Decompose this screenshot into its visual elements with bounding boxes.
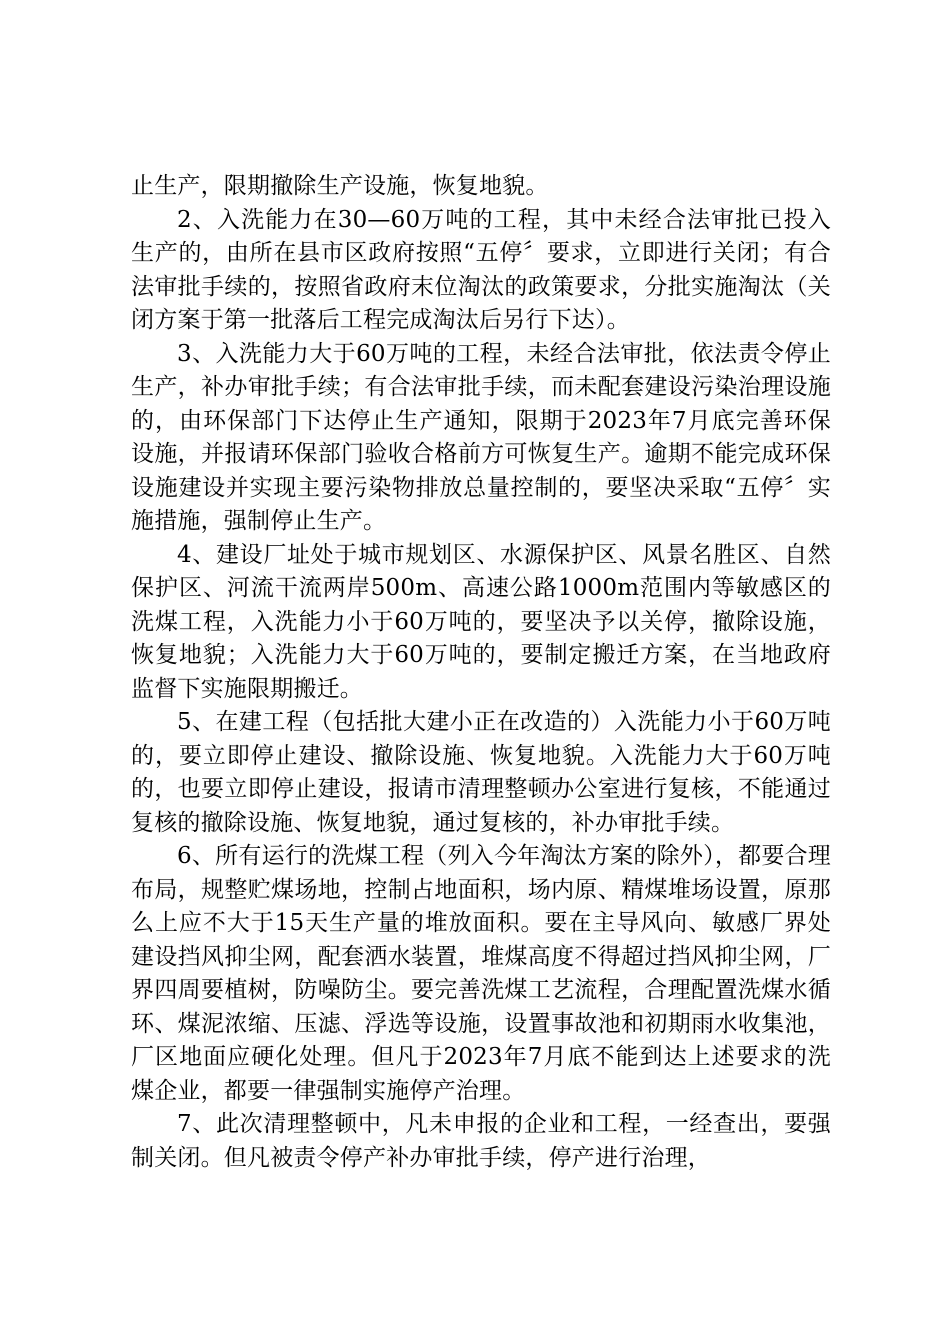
paragraph-item-4: 4、建设厂址处于城市规划区、水源保护区、风景名胜区、自然保护区、河流干流两岸500m、高速公路1000m范围内等敏感区的洗煤工程，入洗能力小于60万吨的，要坚决予以关停，撤除设施，恢复地貌；入洗能力大于60万吨的，要制定搬迁方案，在当地政府监督下实施限期搬迁。 — [131, 541, 831, 702]
paragraph-continuation: 止生产，限期撤除生产设施，恢复地貌。 — [131, 173, 549, 199]
paragraph-item-3: 3、入洗能力大于60万吨的工程，未经合法审批，依法责令停止生产，补办审批手续；有合法审批手续，而未配套建设污染治理设施的，由环保部门下达停止生产通知，限期于2023年7月底完善环保设施，并报请环保部门验收合格前方可恢复生产。逾期不能完成环保设施建设并实现主要污染物排放总量控制的，要坚决采取“五停〞实施措施，强制停止生产。 — [131, 340, 831, 534]
paragraph-item-7: 7、此次清理整顿中，凡未申报的企业和工程，一经查出，要强制关闭。但凡被责令停产补办审批手续，停产进行治理， — [131, 1111, 831, 1171]
paragraph-item-6: 6、所有运行的洗煤工程（列入今年淘汰方案的除外），都要合理布局，规整贮煤场地，控制占地面积，场内原、精煤堆场设置，原那么上应不大于15天生产量的堆放面积。要在主导风向、敏感厂界处建设挡风抑尘网，配套洒水装置，堆煤高度不得超过挡风抑尘网，厂界四周要植树，防噪防尘。要完善洗煤工艺流程，合理配置洗煤水循环、煤泥浓缩、压滤、浮选等设施，设置事故池和初期雨水收集池，厂区地面应硬化处理。但凡于2023年7月底不能到达上述要求的洗煤企业，都要一律强制实施停产治理。 — [131, 843, 831, 1104]
paragraph-item-5: 5、在建工程（包括批大建小正在改造的）入洗能力小于60万吨的，要立即停止建设、撤除设施、恢复地貌。入洗能力大于60万吨的，也要立即停止建设，报请市清理整顿办公室进行复核，不能通过复核的撤除设施、恢复地貌，通过复核的，补办审批手续。 — [131, 709, 831, 836]
document-body — [131, 170, 831, 1175]
paragraph-item-2: 2、入洗能力在30—60万吨的工程，其中未经合法审批已投入生产的，由所在县市区政府按照“五停〞要求，立即进行关闭；有合法审批手续的，按照省政府末位淘汰的政策要求，分批实施淘汰（关闭方案于第一批落后工程完成淘汰后另行下达）。 — [131, 206, 831, 333]
